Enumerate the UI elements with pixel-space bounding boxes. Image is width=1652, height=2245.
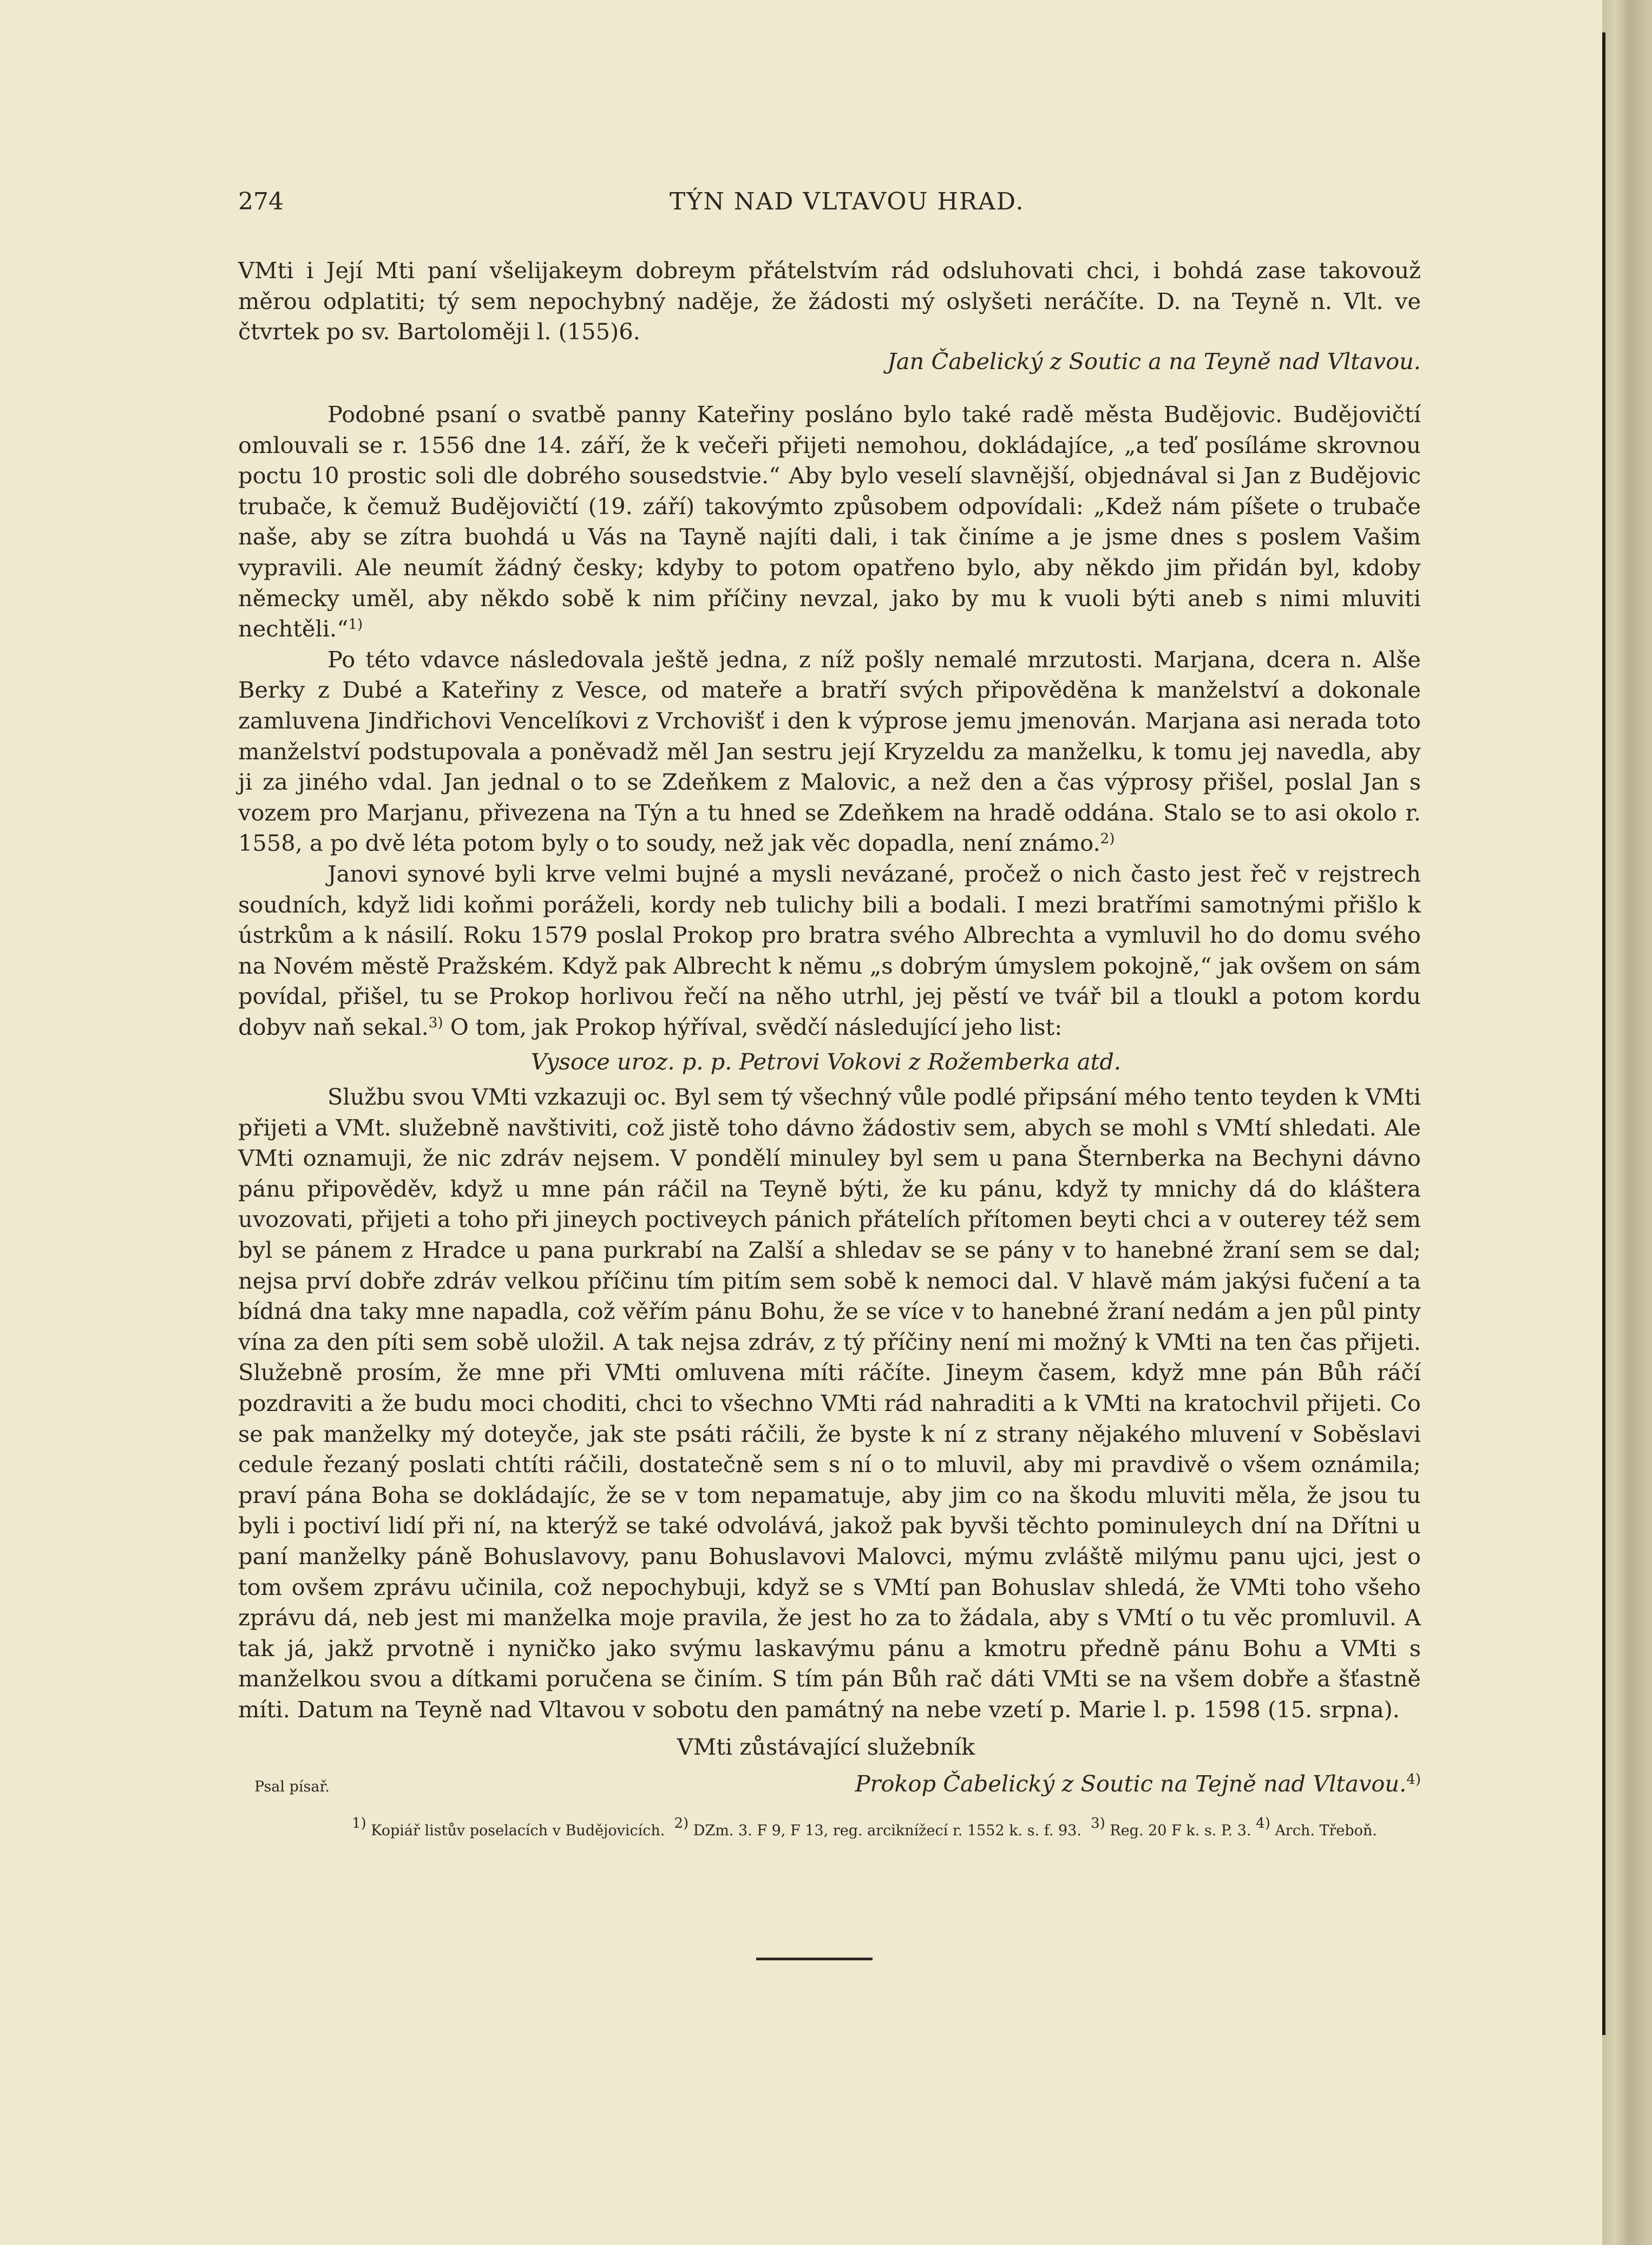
footnote-ref-3: 3) xyxy=(428,1014,443,1031)
page-edge xyxy=(1602,0,1652,2245)
footnote-ref-4: 4) xyxy=(1406,1771,1421,1788)
footnote-mark-4: 4) xyxy=(1256,1815,1270,1832)
signature-jan: Jan Čabelický z Soutic a na Teyně nad Vltavou. xyxy=(887,348,1421,375)
page-number: 274 xyxy=(238,188,284,215)
paragraph-4 xyxy=(238,859,1421,1043)
footnotes xyxy=(238,1815,1421,1842)
paragraph-1: VMti i Její Mti paní všelijakeym dobreym přátelstvím rád odsluhovati chci, i bohdá zase takovouž měrou odplatiti; tý sem nepochybný naděje, že žádosti mý oslyšeti neráčíte. D. na Teyně n. Vlt. ve čtvrtek po sv. Bartoloměji l. (155)6. xyxy=(238,257,1421,345)
letter-text xyxy=(238,1082,1421,1725)
letter-closing: VMti zůstávající služebník xyxy=(677,1734,975,1760)
main-text xyxy=(238,399,1421,1042)
paragraph-3-text: Po této vdavce následovala ještě jedna, z níž pošly nemalé mrzutosti. Marjana, dcera n. Alše Berky z Dubé a Kateřiny z Vesce, od mateře a bratří svých připověděna k manželství a dokonale zamluvena Jindřichovi Vencelíkovi z Vrchovišť i den k výprose jemu jmenován. Marjana asi nerada toto manželství podstupovala a poněvadž měl Jan sestru její Kryzeldu za manželku, k tomu jej navedla, aby ji za jiného vdal. Jan jednal o to se Zdeňkem z Malovic, a než den a čas výprosy přišel, poslal Jan s vozem pro Marjanu, přivezena na Týn a tu hned se Zdeňkem na hradě oddána. Stalo se to asi okolo r. 1558, a po dvě léta potom byly o to soudy, než jak věc dopadla, není známo. xyxy=(238,646,1421,857)
paragraph-3 xyxy=(238,645,1421,859)
paragraph-4-end: O tom, jak Prokop hýříval, svědčí následující jeho list: xyxy=(450,1013,1063,1040)
footnote-mark-2: 2) xyxy=(674,1815,689,1832)
footnote-4: Arch. Třeboň. xyxy=(1275,1822,1377,1839)
paragraph-letter-end xyxy=(238,255,1421,347)
footnote-3: Reg. 20 F k. s. P. 3. xyxy=(1110,1822,1251,1839)
footnote-1: Kopiář listův poselacích v Budějovicích. xyxy=(371,1822,665,1839)
footnote-mark-3: 3) xyxy=(1091,1815,1105,1832)
paragraph-4-text: Janovi synové byli krve velmi bujné a mysli nevázané, pročež o nich často jest řeč v rejstrech soudních, když lidi koňmi poráželi, kordy neb tulichy bili a bodali. I mezi bratřími samotnými přišlo k ústrkům a k násilí. Roku 1579 poslal Prokop pro bratra svého Albrechta a vymluvil ho do domu svého na Novém městě Pražském. Když pak Albrecht k němu „s dobrým úmyslem pokojně,“ jak ovšem on sám povídal, přišel, tu se Prokop horlivou řečí na něho utrhl, jej pěstí ve tvář bil a tloukl a potom kordu dobyv naň sekal. xyxy=(238,860,1421,1040)
footnote-ref-1: 1) xyxy=(348,616,363,633)
letter-body: Službu svou VMti vzkazuji oc. Byl sem tý všechný vůle podlé připsání mého tento teyden k VMti přijeti a VMt. služebně navštiviti, což jistě toho dávno žádostiv sem, abych se mohl s VMtí shledati. Ale VMti oznamuji, že nic zdráv nejsem. V pondělí minuley byl sem u pana Šternberka na Bechyni dávno pánu připověděv, když u mne pán ráčil na Teyně býti, že ku pánu, když ty mnichy dá do kláštera uvozovati, přijeti a toho při jineych poctiveych pánich přátelích přítomen beyti chci a v outerey též sem byl se pánem z Hradce u pana purkrabí na Zalší a shledav se se pány v to hanebné žraní sem se dal; nejsa prví dobře zdráv velkou příčinu tím pitím sem sobě k nemoci dal. V hlavě mám jakýsi fučení a ta bídná dna taky mne napadla, což věřím pánu Bohu, že se více v to hanebné žraní nedám a jen půl pinty vína za den píti sem sobě uložil. A tak nejsa zdráv, z tý příčiny není mi možný k VMti na ten čas přijeti. Služebně prosím, že mne při VMti omluvena míti ráčíte. Jineym časem, když mne pán Bůh ráčí pozdraviti a že budu moci choditi, chci to všechno VMti rád nahraditi a k VMti na kratochvil přijeti. Co se pak manželky mý doteyče, jak ste psáti ráčili, že byste k ní z strany nějakého mluvení v Soběslavi cedule řezaný poslati chtíti ráčili, dostatečně sem s ní o to mluvil, aby mi pravdivě o všem oznámila; praví pána Boha se dokládajíc, že se v tom nepamatuje, aby jim co na škodu mluviti měla, že jsou tu byli i poctiví lidí při ní, na kterýž se také odvolává, jakož pak byvši těchto pominuleych dní na Dřítni u paní manželky páně Bohuslavovy, panu Bohuslavovi Malovci, mýmu zvláště milýmu panu ujci, jest o tom ovšem zprávu učinila, což nepochybuji, když se s VMtí pan Bohuslav shledá, že VMti toho všeho zprávu dá, neb jest mi manželka moje pravila, že jest ho za to žádala, aby s VMtí o tu věc promluvil. A tak já, jakž prvotně i nyničko jako svýmu laskavýmu pánu a kmotru předně pánu Bohu a VMti s manželkou svou a dítkami poručena se činím. S tím pán Bůh rač dáti VMti se na všem dobře a šťastně míti. Datum na Teyně nad Vltavou v sobotu den památný na nebe vzetí p. Marie l. p. 1598 (15. srpna). xyxy=(238,1084,1421,1723)
running-title: TÝN NAD VLTAVOU HRAD. xyxy=(670,188,1025,215)
scribe-note: Psal písař. xyxy=(254,1778,330,1795)
letter-heading: Vysoce uroz. p. p. Petrovi Vokovi z Rožemberka atd. xyxy=(530,1048,1122,1075)
end-rule xyxy=(756,1958,873,1960)
signature-prokop xyxy=(855,1769,1421,1799)
paragraph-2-text: Podobné psaní o svatbě panny Kateřiny posláno bylo také radě města Budějovic. Budějovičtí omlouvali se r. 1556 dne 14. září, že k večeři přijeti nemohou, dokládajíce, „a teď posíláme skrovnou poctu 10 prostic soli dle dobrého sousedstvie.“ Aby bylo veselí slavnější, objednával si Jan z Budějovic trubače, k čemuž Budějovičtí (19. září) takovýmto způsobem odpovídali: „Kdež nám píšete o trubače naše, aby se zítra buohdá u Vás na Tayně najíti dali, i tak činíme a je jsme dnes s poslem Vašim vypravili. Ale neumít žádný česky; kdyby to potom opatřeno bylo, aby někdo jim přidán byl, kdoby německy uměl, aby někdo sobě k nim příčiny nevzal, jako by mu k vuoli býti aneb s nimi mluviti nechtěli.“ xyxy=(238,401,1421,642)
paragraph-2 xyxy=(238,399,1421,645)
footnote-ref-2: 2) xyxy=(1100,831,1115,848)
footnote-list xyxy=(238,1815,1421,1842)
signature-prokop-text: Prokop Čabelický z Soutic na Tejně nad Vltavou. xyxy=(855,1770,1407,1797)
footnote-mark-1: 1) xyxy=(352,1815,366,1832)
footnote-2: DZm. 3. F 9, F 13, reg. arciknížecí r. 1552 k. s. f. 93. xyxy=(693,1822,1081,1839)
